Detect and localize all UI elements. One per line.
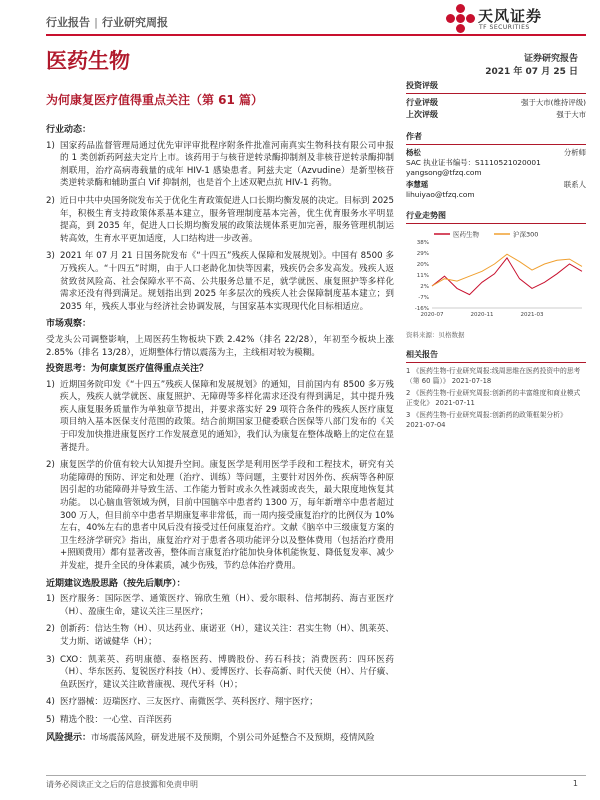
- author-1-role: 分析师: [563, 148, 586, 157]
- author-1: [406, 148, 586, 178]
- view-item-number: 2): [46, 460, 55, 471]
- rating-title: 投资评级: [406, 80, 586, 94]
- y-tick-label: 11%: [416, 273, 429, 279]
- recommend-item: [46, 714, 394, 727]
- trend-chart: [406, 228, 586, 326]
- report-date: 2021 年 07 月 25 日: [485, 67, 578, 77]
- y-tick-label: -7%: [418, 295, 429, 301]
- header-tab-weekly: 行业研究周报: [102, 16, 169, 29]
- risk-text: 市场震荡风险，研发进展不及预期，个别公司外延整合不及预期，疫情风险: [91, 732, 375, 743]
- industry-rating-row: [406, 97, 586, 109]
- main-content: [46, 122, 394, 748]
- header-tab-industry-report: 行业报告: [46, 16, 90, 29]
- dynamics-item-number: 2): [46, 195, 55, 206]
- dynamics-item: [46, 195, 394, 245]
- industry-rating-value: 强于大市(维持评级): [521, 98, 586, 107]
- risk-title: 风险提示：: [46, 732, 92, 743]
- dynamics-item-text: 2021 年 07 月 21 日国务院发布《“十四五”残疾人保障和发展规划》。中国有 8500 多万残疾人。“十四五”时期，由于人口老龄化加快等因素，残疾仍会多发高发。残疾人返贫致贫风险高、社会保障水平不高、公共服务总量不足，就学就医、康复照护等多样化需求还没有得到满足。规划指出到 2025 年多层次的残疾人社会保障制度基本建立；到 2035 年，残疾人事业与经济社会协调发展，与国家基本实现现代化目标相适应。: [60, 251, 394, 312]
- dynamics-item-text: 近日中共中央国务院发布关于优化生育政策促进人口长期均衡发展的决定。目标到 2025 年，积极生育支持政策体系基本建立，服务管理制度基本完善，优生优育服务水平明显提高，到 2035 年，促进人口长期均衡发展的政策法规体系更加完善，服务管理机制运转高效，生育水平更加适度，人口结构进一步改善。: [60, 195, 394, 244]
- recommend-item-number: 4): [46, 697, 55, 708]
- brand-logo: [446, 4, 586, 34]
- y-tick-label: 2%: [420, 284, 429, 290]
- header-tabs: 行业报告 | 行业研究周报: [46, 16, 169, 29]
- recommend-item-text: 医疗服务：国际医学、通策医疗、锦欣生殖（H）、爱尔眼科、信邦制药、海吉亚医疗（H）、盈康生命，建议关注三星医疗；: [60, 594, 394, 617]
- recommend-item-number: 1): [46, 594, 55, 605]
- related-item[interactable]: 3 《医药生物-行业研究周报:创新药的政策框架分析》 2021-07-04: [406, 411, 567, 429]
- recommend-item-text: 精选个股：一心堂、百洋医药: [60, 714, 172, 725]
- x-tick-label: 2020-07: [420, 312, 444, 318]
- trend-title: 行业走势图: [406, 210, 586, 224]
- y-tick-label: 29%: [416, 251, 429, 257]
- x-tick-label: 2020-11: [470, 312, 494, 318]
- chart-source: 资料来源：贝格数据: [406, 331, 465, 339]
- author-2-name: 李慧瑶: [406, 180, 429, 189]
- related-title: 相关报告: [406, 349, 586, 363]
- brand-name-cn: 天风证券: [478, 7, 543, 25]
- last-rating-row: [406, 109, 586, 121]
- legend-b-label: 沪深300: [513, 230, 539, 239]
- brand-name-en: TF SECURITIES: [479, 24, 530, 31]
- x-tick-label: 2021-03: [520, 312, 544, 318]
- brand-logo-mark-icon: [446, 4, 476, 34]
- industry-rating-label: 行业评级: [406, 98, 438, 107]
- view-item: [46, 459, 394, 572]
- dynamics-item-number: 1): [46, 140, 55, 151]
- y-tick-label: -16%: [414, 306, 429, 312]
- view-item: [46, 379, 394, 455]
- view-item-text: 近期国务院印发《“十四五”残疾人保障和发展规划》的通知，目前国内有 8500 多万残疾人，残疾人就学就医、康复照护、无障碍等多样化需求还没有得到满足，其中提升残疾人康复服务质量作为单独章节提出，并要求落实好 29 项符合条件的残疾人医疗康复项目纳入基本医保支付范围的政策。结合前期国家卫健委联合医保等八部门发布的《关于印发加快推进康复医疗工作发展意见的通知》，我们认为康复在整体战略上的定位在显著提升。: [60, 379, 394, 453]
- recommend-list: [46, 593, 394, 726]
- dynamics-item: [46, 140, 394, 190]
- footer: [46, 775, 586, 790]
- y-tick-label: 20%: [416, 262, 429, 268]
- sidebar: [406, 80, 586, 432]
- series-line-0: [432, 258, 582, 295]
- trend-chart-svg: [406, 228, 586, 326]
- related-item[interactable]: 2 《医药生物-行业研究周报:创新药的丰富维度和商业模式正变化》 2021-07-11: [406, 389, 581, 407]
- recommend-item-number: 3): [46, 654, 55, 665]
- view-title: 投资思考：为何康复医疗值得重点关注？: [46, 364, 209, 375]
- dynamics-item: [46, 250, 394, 313]
- recommend-item-text: 创新药：信达生物（H）、贝达药业、康诺亚（H），建议关注：君实生物（H）、凯莱英、艾力斯、诺诚健华（H）；: [60, 624, 394, 647]
- author-1-email[interactable]: yangsong@tfzq.com: [406, 168, 482, 177]
- author-1-cert: SAC 执业证书编号：S1110521020001: [406, 158, 541, 167]
- risk-block: [46, 732, 394, 745]
- author-1-name: 杨松: [406, 148, 421, 157]
- author-2-role: 联系人: [563, 180, 586, 189]
- related-list: [406, 366, 586, 430]
- dynamics-list: [46, 140, 394, 314]
- view-item-text: 康复医学的价值有较大认知提升空间。康复医学是利用医学手段和工程技术，研究有关功能障碍的预防、评定和处理（治疗、训练）等问题，主要针对因外伤、疾病等各种原因引起的功能障碍并导致生活、工作能力暂时或永久性减弱或丧失，最大限度地恢复其功能。 以心脑血管领域为例，目前中国脑卒中患者约 1300 万，每年新增卒中患者超过 300 万人，但目前卒中患者早期康复率非常低，而一周内接受康复治疗的比例仅为 10%左右，40%左右的患者中风后没有接受过任何康复治疗。文献《脑卒中三级康复方案的卫生经济学研究》指出，康复治疗对于患者各项功能评分以及整体费用（包括治疗费用+照顾费用）都有显著改善，整体而言康复治疗能加快身体机能恢复、降低复发率、减少并发症，提升全民的身体素质，减少伤残，节约总体治疗费用。: [60, 460, 394, 571]
- series-line-1: [432, 254, 582, 286]
- page-title: 医药生物: [46, 49, 130, 73]
- author-2: [406, 180, 586, 200]
- footer-disclaimer: 请务必阅读正文之后的信息披露和免责申明: [46, 780, 198, 789]
- author-title: 作者: [406, 131, 586, 145]
- recommend-item-text: 医疗器械：迈瑞医疗、三友医疗、南微医学、英科医疗、翔宇医疗；: [60, 697, 318, 708]
- author-2-email[interactable]: lihuiyao@tfzq.com: [406, 190, 475, 199]
- y-tick-label: 38%: [416, 240, 429, 246]
- recommend-item: [46, 623, 394, 648]
- recommend-item: [46, 654, 394, 692]
- dynamics-title: 行业动态：: [46, 125, 92, 135]
- dynamics-item-number: 3): [46, 251, 55, 262]
- recommend-item: [46, 593, 394, 618]
- recommend-item: [46, 696, 394, 709]
- last-rating-label: 上次评级: [406, 110, 438, 119]
- recommend-title: 近期建议选股思路（按先后顺序）：: [46, 578, 186, 589]
- view-item-number: 1): [46, 379, 55, 390]
- top-divider: [46, 34, 586, 36]
- market-title: 市场观察：: [46, 319, 92, 330]
- last-rating-value: 强于大市: [556, 110, 586, 119]
- page-number: 1: [572, 779, 578, 788]
- recommend-item-text: CXO：凯莱英、药明康德、泰格医药、博腾股份、药石科技；消费医药：四环医药（H）、华东医药、复锐医疗科技（H）、爱博医疗、长春高新、时代天使（H）、片仔癀、鱼跃医疗，建议关注欧普康视、现代牙科（H）；: [60, 654, 394, 690]
- recommend-item-number: 2): [46, 624, 55, 635]
- report-headline: 为何康复医疗值得重点关注（第 61 篇）: [46, 93, 264, 107]
- related-item[interactable]: 1 《医药生物-行业研究周报:线周思维在医药投资中的思考（第 60 篇）》 2021-07-18: [406, 367, 581, 385]
- market-text: 受龙头公司调整影响，上周医药生物板块下跌 2.42%（排名 22/28），年初至今板块上涨 2.85%（排名 13/28），近期整体行情以震荡为主，主线相对较为模糊。: [46, 334, 394, 358]
- dynamics-item-text: 国家药品监督管理局通过优先审评审批程序附条件批准河南真实生物科技有限公司申报的 1 类创新药阿兹夫定片上市。该药用于与核苷逆转录酶抑制剂及非核苷逆转录酶抑制剂联用，治疗高病毒载量的成年 HIV-1 感染患者。阿兹夫定（Azvudine）是新型核苷类逆转录酶和辅助蛋白 Vif 抑制剂，也是首个上述双靶点抗 HIV-1 药物。: [60, 140, 394, 189]
- report-type: 证券研究报告: [523, 54, 578, 64]
- recommend-item-number: 5): [46, 714, 55, 725]
- legend-a-label: 医药生物: [453, 230, 479, 239]
- view-list: [46, 379, 394, 573]
